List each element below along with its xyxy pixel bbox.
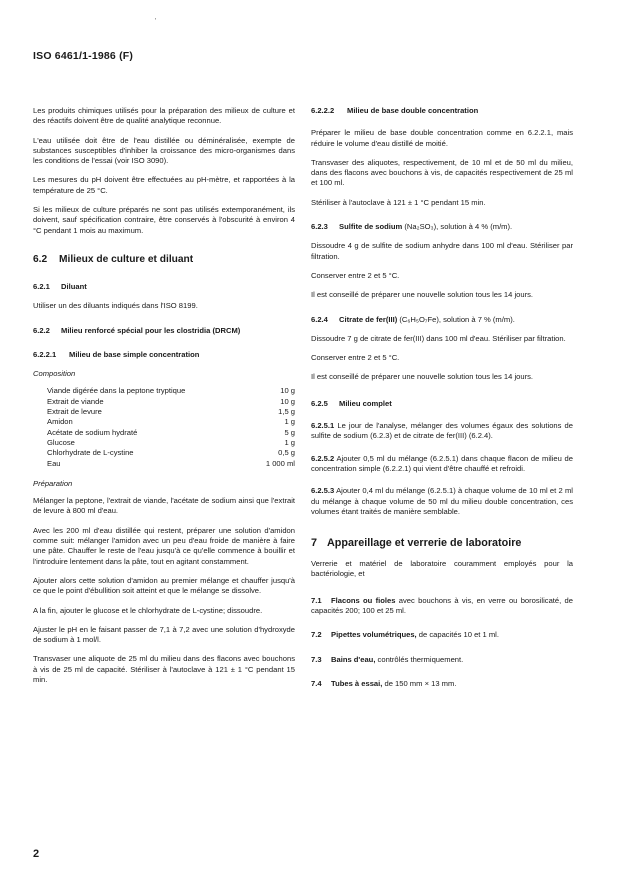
preparation-label: Préparation [33,478,73,488]
paragraph: Ajouter alors cette solution d'amidon au premier mélange et chauffer jusqu'à ce que le point d'ébullition soit atteint et que le mélange se dissolve. [33,575,295,596]
subsection-heading-6-2-3: 6.2.3 Sulfite de sodium (Na₂SO₃), solution à 4 % (m/m). [311,222,513,232]
paragraph: Les mesures du pH doivent être effectuées au pH-mètre, et rapportées à la température de 25 °C. [33,175,295,195]
paragraph: Il est conseillé de préparer une nouvelle solution tous les 14 jours. [311,372,534,382]
paragraph: Mélanger la peptone, l'extrait de viande, l'acétate de sodium ainsi que l'extrait de levure à 800 ml d'eau. [33,496,295,516]
subsection-heading-6-2-2-1: 6.2.2.1 Milieu de base simple concentration [33,349,200,359]
composition-row: Extrait de levure 1,5 g [47,407,295,417]
paragraph: Préparer le milieu de base double concentration comme en 6.2.2.1, mais réduire le volume d'eau distillé de moitié. [311,128,573,148]
section-heading-6-2: 6.2 Milieux de culture et diluant [33,253,194,265]
subsection-heading-6-2-4: 6.2.4 Citrate de fer(III) (C₆H₅O₇Fe), solution à 7 % (m/m). [311,314,515,324]
paragraph: Utiliser un des diluants indiqués dans l'ISO 8199. [33,301,198,311]
paragraph: Conserver entre 2 et 5 °C. [311,270,400,280]
equipment-item: 7.2 Pipettes volumétriques, de capacités 10 et 1 ml. [311,630,499,640]
composition-row: Viande digérée dans la peptone tryptique 10 g [47,386,295,396]
paragraph: Stériliser à l'autoclave à 121 ± 1 °C pendant 15 min. [311,197,486,207]
equipment-item: 7.4 Tubes à essai, de 150 mm × 13 mm. [311,678,457,688]
paragraph: Transvaser des aliquotes, respectivement, de 10 ml et de 50 ml du milieu, dans des flacons avec bouchons à vis, de capacités respectivement de 25 ml et 100 ml. [311,157,573,188]
paragraph: Verrerie et matériel de laboratoire couramment employés pour la bactériologie, et [311,559,573,579]
equipment-item: 7.3 Bains d'eau, contrôlés thermiquement. [311,654,464,664]
paragraph: A la fin, ajouter le glucose et le chlorhydrate de L-cystine; dissoudre. [33,605,263,615]
numbered-paragraph: 6.2.5.1 Le jour de l'analyse, mélanger des volumes égaux des solutions de sulfite de sodium (6.2.3) et de citrate de fer(III) (6.2.4). [311,421,573,441]
composition-row: Chlorhydrate de L-cystine 0,5 g [47,448,295,458]
page-header: ISO 6461/1-1986 (F) [33,50,134,62]
subsection-heading-6-2-2-2: 6.2.2.2 Milieu de base double concentration [311,106,479,115]
subsection-heading-6-2-1: 6.2.1 Diluant [33,281,87,291]
right-column [311,106,573,698]
composition-table [33,386,295,468]
paragraph: Il est conseillé de préparer une nouvelle solution tous les 14 jours. [311,290,534,300]
stray-mark: ' [155,18,157,25]
subsection-heading-6-2-5: 6.2.5 Milieu complet [311,398,392,408]
composition-row: Amidon 1 g [47,417,295,427]
composition-label: Composition [33,369,76,379]
paragraph: Avec les 200 ml d'eau distillée qui restent, préparer une solution d'amidon comme suit: mélanger l'amidon avec un peu d'eau froide de manière à faire une pâte. Chauffer le reste de l'eau jusqu'à ce qu'elle commence à bouillir et l'introduire lentement dans la pâte, tout en agitant constamment. [33,525,295,566]
composition-row: Acétate de sodium hydraté 5 g [47,427,295,437]
paragraph: Dissoudre 4 g de sulfite de sodium anhydre dans 100 ml d'eau. Stériliser par filtration. [311,241,573,261]
equipment-item: 7.1 Flacons ou fioles avec bouchons à vis, en verre ou borosilicaté, de capacités 200; 100 et 25 ml. [311,595,573,616]
paragraph: Si les milieux de culture préparés ne sont pas utilisés extemporanément, ils doivent, sauf spécification contraire, être conservés à l'obscurité à environ 4 °C pendant 1 mois au maximum. [33,205,295,235]
left-column [33,106,295,694]
section-heading-7: 7 Appareillage et verrerie de laboratoire [311,537,522,550]
paragraph: Transvaser une aliquote de 25 ml du milieu dans des flacons avec bouchons à vis de 25 ml de capacité. Stériliser à l'autoclave à 121 ± 1 °C pendant 15 min. [33,654,295,684]
paragraph: L'eau utilisée doit être de l'eau distillée ou déminéralisée, exempte de substances susceptibles d'inhiber la croissance des micro-organismes dans les conditions de l'essai (voir ISO 3090). [33,135,295,166]
numbered-paragraph: 6.2.5.2 Ajouter 0,5 ml du mélange (6.2.5.1) dans chaque flacon de milieu de concentration simple (6.2.2.1) qui vient d'être chauffé et refroidi. [311,453,573,473]
page-number: 2 [33,848,40,860]
paragraph: Conserver entre 2 et 5 °C. [311,353,400,363]
composition-row: Eau 1 000 ml [47,458,295,468]
subsection-heading-6-2-2: 6.2.2 Milieu renforcé spécial pour les clostridia (DRCM) [33,325,241,335]
paragraph: Les produits chimiques utilisés pour la préparation des milieux de culture et des réactifs doivent être de qualité analytique reconnue. [33,106,295,126]
paragraph: Ajuster le pH en le faisant passer de 7,1 à 7,2 avec une solution d'hydroxyde de sodium à 1 mol/l. [33,624,295,645]
paragraph: Dissoudre 7 g de citrate de fer(III) dans 100 ml d'eau. Stériliser par filtration. [311,333,566,343]
numbered-paragraph: 6.2.5.3 Ajouter 0,4 ml du mélange (6.2.5.1) à chaque volume de 10 ml et 2 ml du mélange à chaque volume de 50 ml du milieu double concentration, ces volumes étant traités de manière semblable. [311,486,573,516]
composition-row: Extrait de viande 10 g [47,396,295,406]
composition-row: Glucose 1 g [47,437,295,447]
